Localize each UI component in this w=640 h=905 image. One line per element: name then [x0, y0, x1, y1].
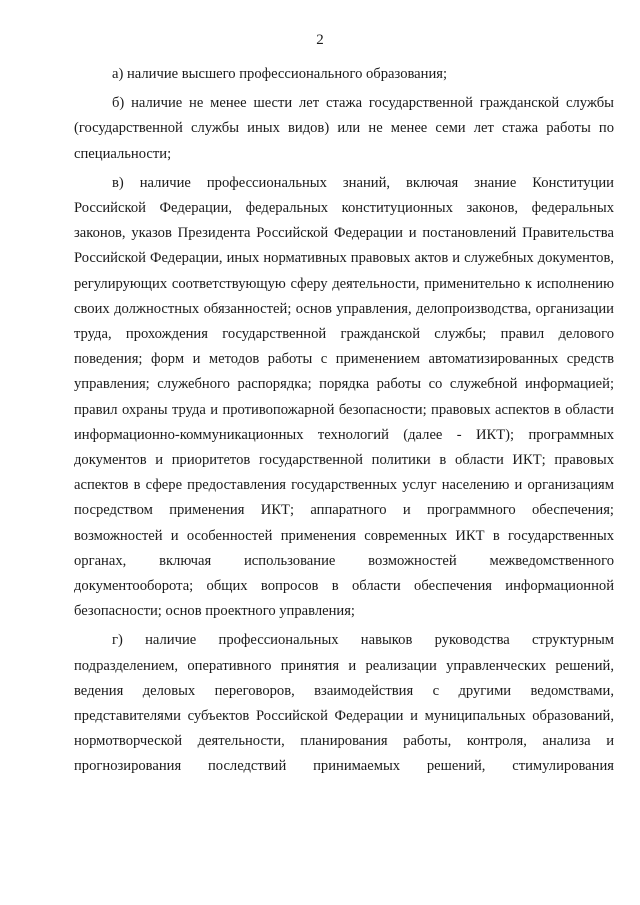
paragraph-a: а) наличие высшего профессионального образования;	[112, 66, 448, 82]
document-body	[74, 62, 614, 780]
page-number: 2	[316, 32, 324, 48]
paragraph-v: в) наличие профессиональных знаний, включая знание Конституции Российской Федерации, федеральных конституционных законов, федеральных законов, указов Президента Российской Федерации и постановлений Правительства Российской Федерации, иных нормативных правовых актов и служебных документов, регулирующих соответствующую сферу деятельности, применительно к исполнению своих должностных обязанностей; основ управления, делопроизводства, организации труда, прохождения государственной гражданской службы; правил делового поведения; форм и методов работы с применением автоматизированных средств управления; служебного распорядка; порядка работы со служебной информацией; правил охраны труда и противопожарной безопасности; правовых аспектов в области информационно-коммуникационных технологий (далее - ИКТ); программных документов и приоритетов государственной политики в области ИКТ; правовых аспектов в сфере предоставления государственных услуг населению и организациям посредством применения ИКТ; аппаратного и программного обеспечения; возможностей и особенностей применения современных ИКТ в государственных органах, включая использование возможностей межведомственного документооборота; общих вопросов в области обеспечения информационной безопасности; основ проектного управления;	[74, 174, 614, 620]
paragraph-g: г) наличие профессиональных навыков руководства структурным подразделением, оперативного принятия и реализации управленческих решений, ведения деловых переговоров, взаимодействия с другими ведомствами, представителями субъектов Российской Федерации и муниципальных образований, нормотворческой деятельности, планирования работы, контроля, анализа и прогнозирования последствий принимаемых решений, стимулирования	[74, 632, 614, 775]
paragraph-b: б) наличие не менее шести лет стажа государственной гражданской службы (государственной службы иных видов) или не менее семи лет стажа работы по специальности;	[74, 95, 614, 162]
